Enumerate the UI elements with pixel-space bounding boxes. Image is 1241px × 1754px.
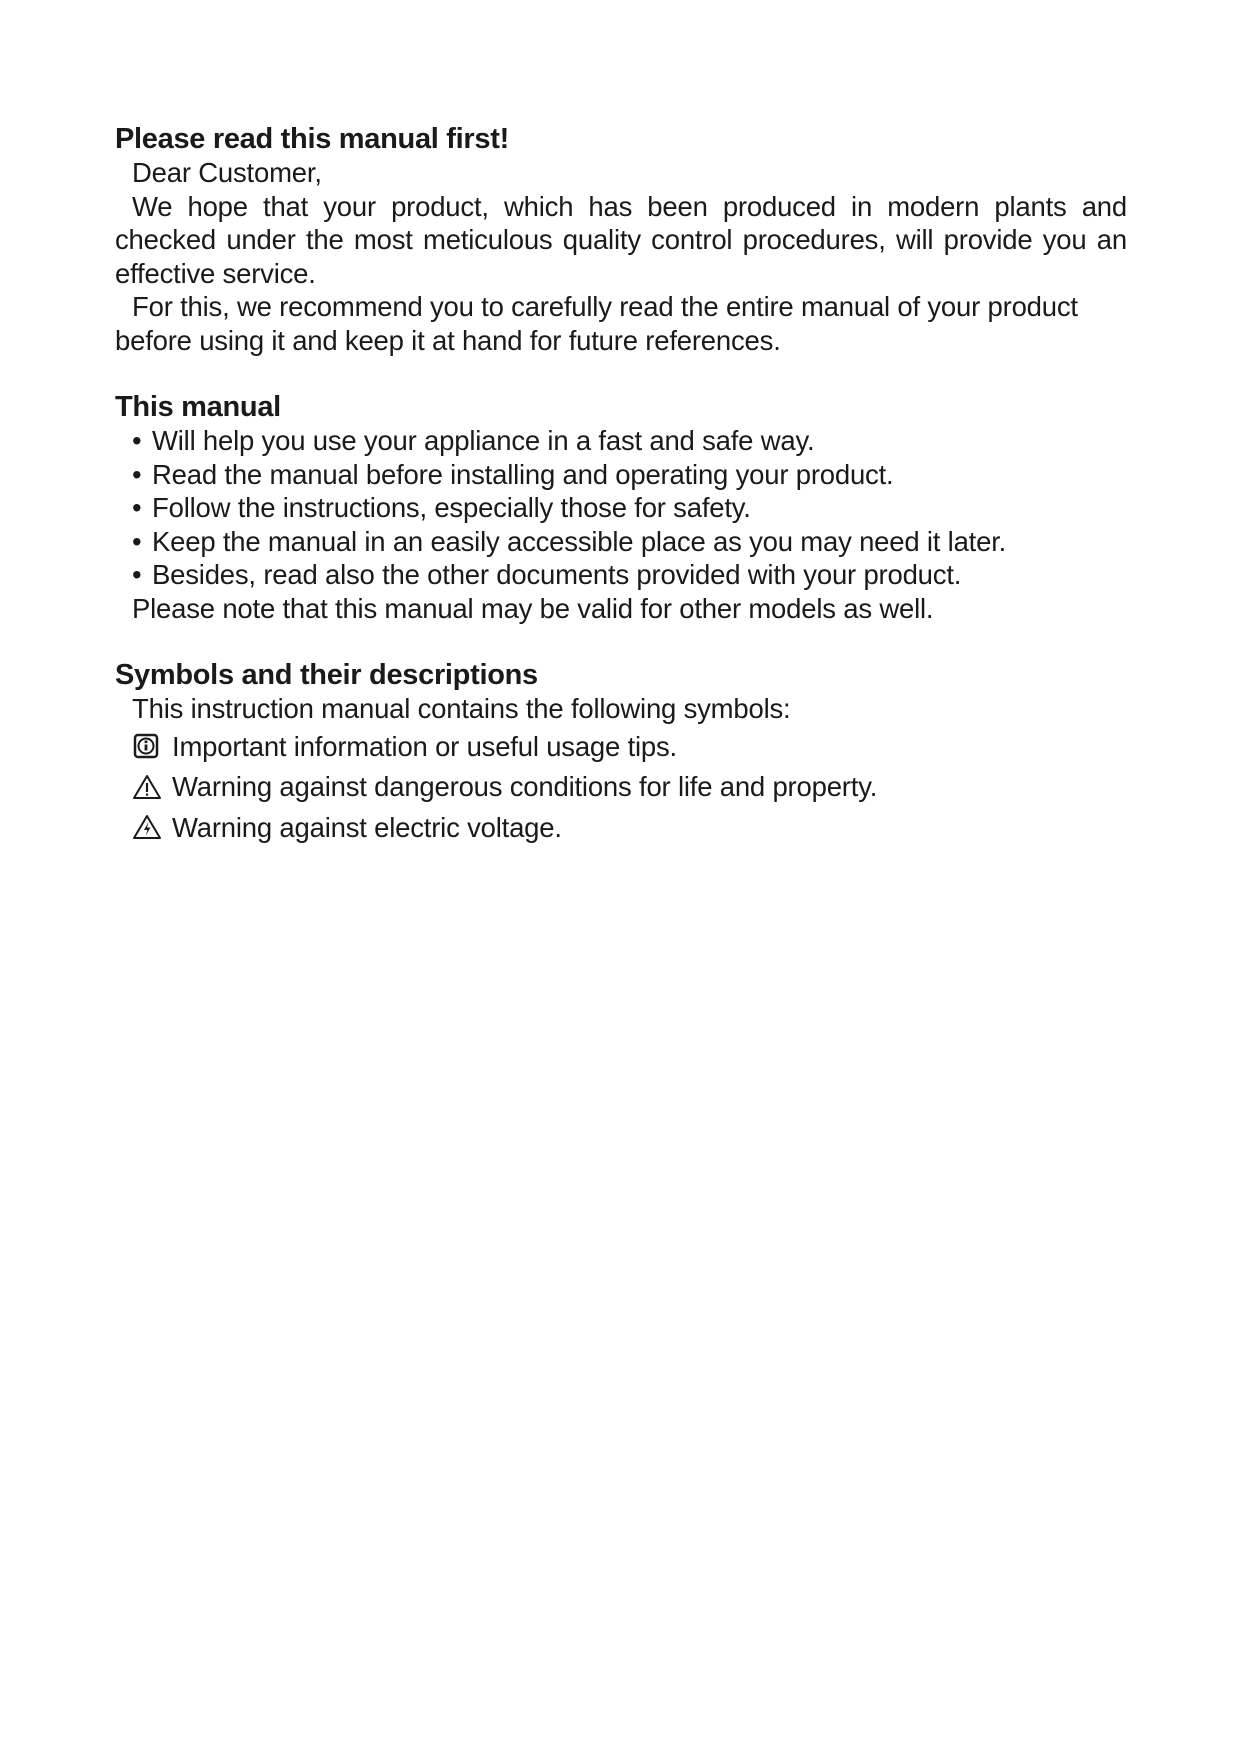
info-icon: [132, 732, 162, 760]
bullet-glyph: •: [132, 525, 142, 557]
list-item: • Besides, read also the other documents provided with your product.: [132, 559, 962, 590]
warning-triangle-icon: [132, 773, 162, 801]
intro-paragraph-1: We hope that your product, which has been produced in modern plants and checked under the most meticulous quality control procedures, will provide you an effective service.: [115, 190, 1127, 289]
list-item: • Keep the manual in an easily accessible place as you may need it later.: [132, 525, 1007, 557]
intro-heading: Please read this manual first!: [115, 123, 509, 155]
symbol-row-warning: [115, 770, 1127, 804]
manual-bullet-list: [115, 424, 1127, 592]
symbol-row-info: [115, 730, 1127, 764]
symbols-heading: Symbols and their descriptions: [115, 659, 538, 691]
manual-section: [115, 390, 1127, 625]
manual-note: Please note that this manual may be valid for other models as well.: [132, 592, 934, 624]
bullet-glyph: •: [132, 458, 142, 490]
electric-warning-icon: [132, 813, 162, 841]
bullet-glyph: •: [132, 559, 142, 590]
bullet-glyph: •: [132, 425, 142, 456]
list-item: • Follow the instructions, especially those for safety.: [132, 492, 751, 523]
symbols-section: [115, 658, 1127, 844]
list-item: • Read the manual before installing and operating your product.: [132, 458, 894, 490]
symbols-intro: This instruction manual contains the following symbols:: [132, 693, 791, 724]
symbol-row-electric: [115, 811, 1127, 845]
symbol-description: Important information or useful usage tips.: [172, 730, 677, 762]
symbol-description: Warning against dangerous conditions for life and property.: [172, 771, 878, 802]
intro-section: [115, 122, 1127, 357]
list-item: • Will help you use your appliance in a fast and safe way.: [132, 425, 815, 456]
bullet-glyph: •: [132, 492, 142, 523]
manual-heading: This manual: [115, 391, 281, 423]
intro-paragraph-2: For this, we recommend you to carefully read the entire manual of your product before using it and keep it at hand for future references.: [115, 291, 1078, 356]
symbol-description: Warning against electric voltage.: [172, 811, 562, 843]
manual-page: [115, 122, 1127, 877]
salutation: Dear Customer,: [132, 157, 322, 188]
